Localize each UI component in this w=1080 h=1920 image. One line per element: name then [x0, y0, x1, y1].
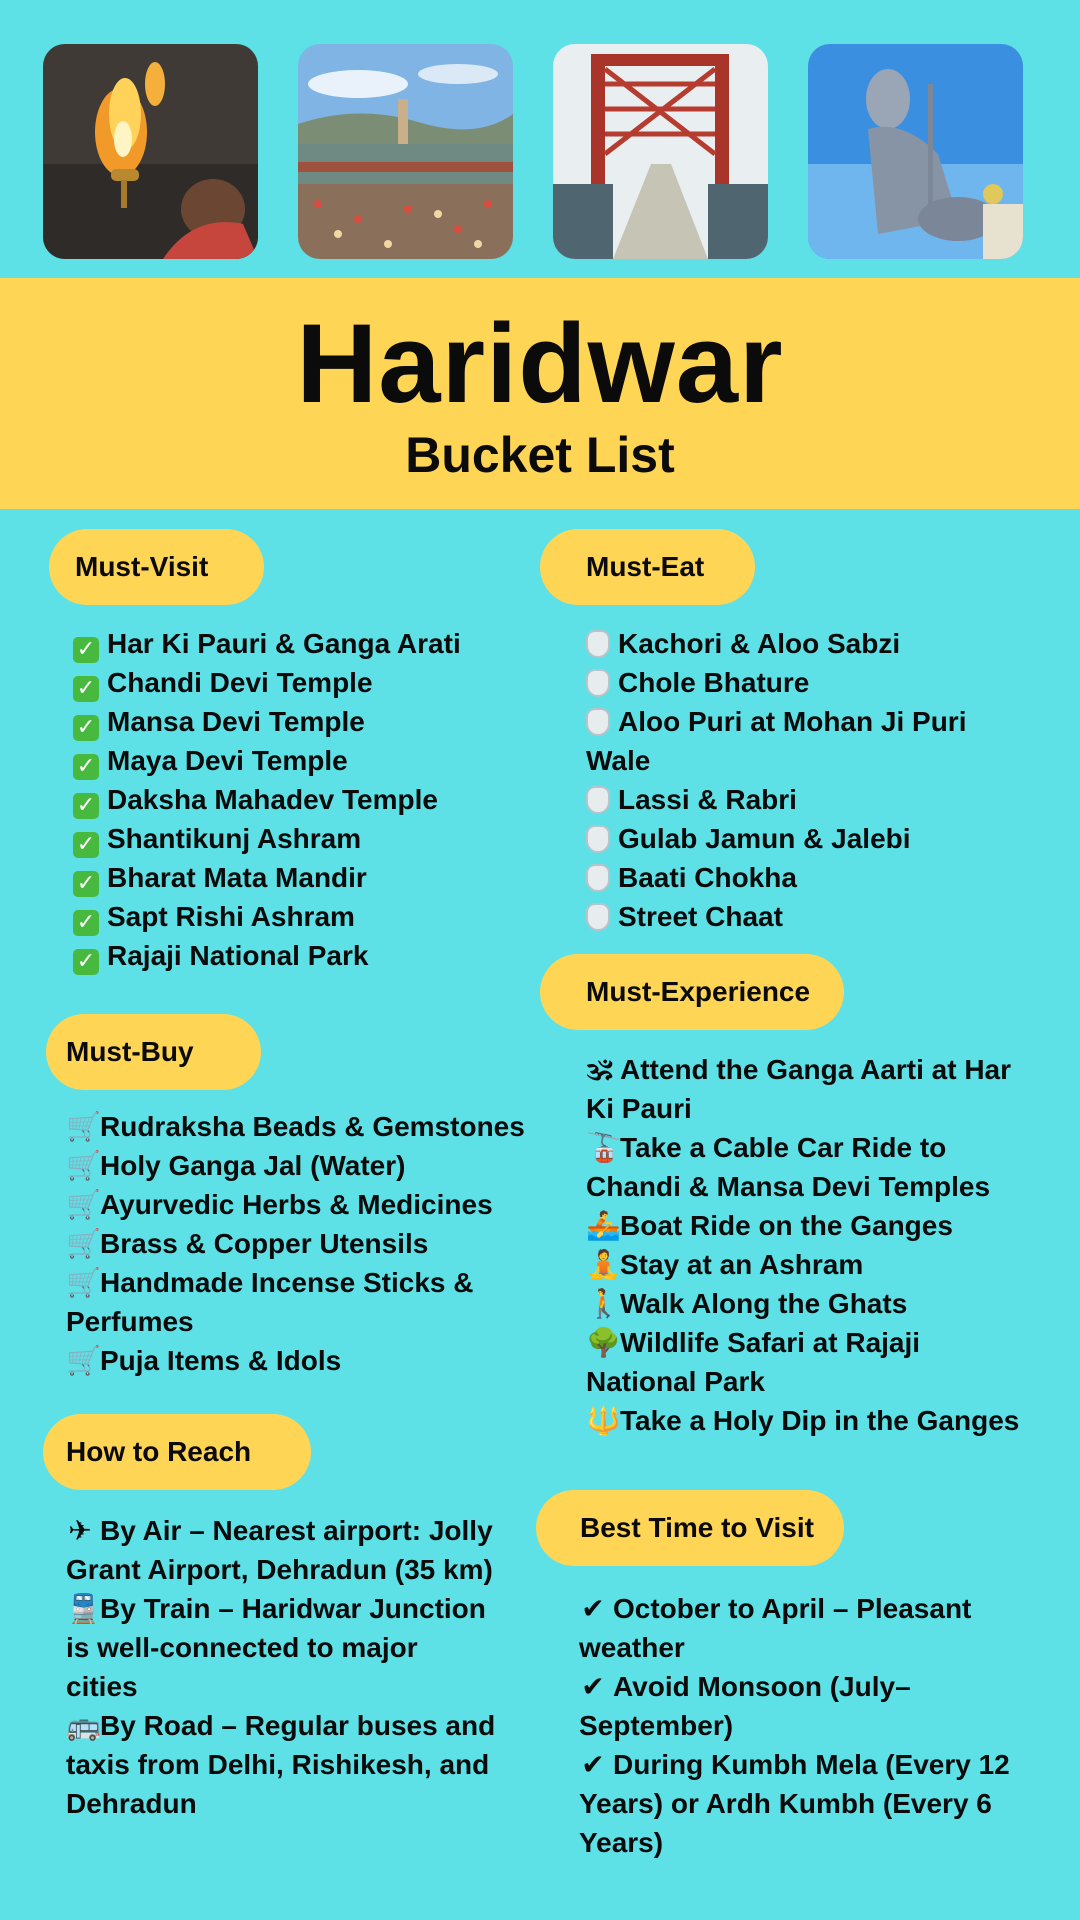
airplane-icon: ✈	[68, 1514, 92, 1547]
shopping-cart-icon: 🛒	[66, 1110, 101, 1143]
shopping-cart-icon: 🛒	[66, 1149, 101, 1182]
must-buy-pill	[46, 1014, 261, 1090]
shopping-cart-icon: 🛒	[66, 1188, 101, 1221]
must-experience-label: Must-Experience	[586, 976, 811, 1007]
list-item: 🚣Boat Ride on the Ganges	[586, 1206, 1026, 1245]
list-item: Baati Chokha	[586, 858, 1026, 897]
plate-icon	[586, 630, 610, 658]
om-icon: 🕉	[587, 1053, 613, 1086]
list-item: ✔ During Kumbh Mela (Every 12 Years) or Ardh Kumbh (Every 6 Years)	[579, 1745, 1019, 1862]
page-subtitle: Bucket List	[405, 427, 675, 483]
check-icon: ✓	[73, 871, 99, 897]
list-item: 🛒Puja Items & Idols	[66, 1341, 536, 1380]
check-icon: ✓	[73, 949, 99, 975]
photo-strip	[43, 44, 1023, 259]
check-icon: ✓	[73, 793, 99, 819]
list-item: Street Chaat	[586, 897, 1026, 936]
list-item: 🌳Wildlife Safari at Rajaji National Park	[586, 1323, 1026, 1401]
train-icon: 🚆	[66, 1592, 101, 1625]
list-item: 🚡Take a Cable Car Ride to Chandi & Mansa Devi Temples	[586, 1128, 1026, 1206]
plate-icon	[586, 864, 610, 892]
must-eat-pill	[540, 529, 755, 605]
list-item: 🛒Rudraksha Beads & Gemstones	[66, 1107, 536, 1146]
har-ki-pauri-photo	[298, 44, 513, 259]
shopping-cart-icon: 🛒	[66, 1227, 101, 1260]
page-title: Haridwar	[296, 301, 784, 426]
list-item: Gulab Jamun & Jalebi	[586, 819, 1026, 858]
list-item: ✓ Sapt Rishi Ashram	[73, 897, 513, 936]
list-item: ✔ October to April – Pleasant weather	[579, 1589, 1019, 1667]
how-to-reach-label: How to Reach	[66, 1436, 252, 1467]
cable-car-icon: 🚡	[586, 1131, 621, 1164]
must-buy-label: Must-Buy	[66, 1036, 194, 1067]
list-item: Lassi & Rabri	[586, 780, 1026, 819]
list-item: ✓ Chandi Devi Temple	[73, 663, 513, 702]
check-icon: ✓	[73, 676, 99, 702]
plate-icon	[586, 903, 610, 931]
checkmark-icon: ✔	[581, 1748, 605, 1781]
shiva-statue-photo	[808, 44, 1023, 259]
checkmark-icon: ✔	[581, 1670, 605, 1703]
aarti-photo	[43, 44, 258, 259]
meditation-icon: 🧘	[586, 1248, 621, 1281]
best-time-label: Best Time to Visit	[580, 1512, 814, 1543]
plate-icon	[586, 669, 610, 697]
how-to-reach-list	[66, 1511, 496, 1823]
must-visit-list	[73, 624, 513, 975]
must-visit-pill	[49, 529, 264, 605]
list-item: 🚆By Train – Haridwar Junction is well-connected to major cities	[66, 1589, 496, 1706]
shopping-cart-icon: 🛒	[66, 1266, 101, 1299]
list-item: ✔ Avoid Monsoon (July–September)	[579, 1667, 1019, 1745]
checkmark-icon: ✔	[581, 1592, 605, 1625]
rowboat-icon: 🚣	[586, 1209, 621, 1242]
list-item: 🛒Holy Ganga Jal (Water)	[66, 1146, 536, 1185]
must-experience-list	[586, 1050, 1026, 1440]
trident-icon: 🔱	[586, 1404, 621, 1437]
check-icon: ✓	[73, 832, 99, 858]
bridge-photo	[553, 44, 768, 259]
list-item: Aloo Puri at Mohan Ji Puri Wale	[586, 706, 967, 776]
must-visit-label: Must-Visit	[75, 551, 209, 582]
plate-icon	[586, 825, 610, 853]
list-item: ✓ Shantikunj Ashram	[73, 819, 513, 858]
title-banner	[0, 278, 1080, 509]
best-time-pill	[536, 1490, 844, 1566]
tree-icon: 🌳	[586, 1326, 621, 1359]
list-item: ✓ Mansa Devi Temple	[73, 702, 513, 741]
check-icon: ✓	[73, 637, 99, 663]
list-item: 🚌By Road – Regular buses and taxis from Delhi, Rishikesh, and Dehradun	[66, 1706, 496, 1823]
must-eat-label: Must-Eat	[586, 551, 705, 582]
check-icon: ✓	[73, 754, 99, 780]
how-to-reach-pill	[43, 1414, 311, 1490]
walking-icon: 🚶	[586, 1287, 621, 1320]
list-item: 🕉 Attend the Ganga Aarti at Har Ki Pauri	[586, 1050, 1026, 1128]
list-item: 🛒Handmade Incense Sticks & Perfumes	[66, 1263, 536, 1341]
list-item: 🛒Brass & Copper Utensils	[66, 1224, 536, 1263]
plate-icon	[586, 708, 610, 736]
must-eat-list	[586, 624, 1026, 936]
list-item: ✓ Daksha Mahadev Temple	[73, 780, 513, 819]
must-experience-pill	[540, 954, 844, 1030]
list-item: ✈ By Air – Nearest airport: Jolly Grant Airport, Dehradun (35 km)	[66, 1511, 496, 1589]
list-item: Chole Bhature	[586, 663, 1026, 702]
list-item: 🚶Walk Along the Ghats	[586, 1284, 1026, 1323]
plate-icon	[586, 786, 610, 814]
list-item: ✓ Har Ki Pauri & Ganga Arati	[73, 624, 513, 663]
list-item: 🛒Ayurvedic Herbs & Medicines	[66, 1185, 536, 1224]
list-item: 🔱Take a Holy Dip in the Ganges	[586, 1401, 1026, 1440]
list-item: 🧘Stay at an Ashram	[586, 1245, 1026, 1284]
check-icon: ✓	[73, 910, 99, 936]
list-item: Kachori & Aloo Sabzi	[586, 624, 1026, 663]
list-item: ✓ Bharat Mata Mandir	[73, 858, 513, 897]
bus-icon: 🚌	[66, 1709, 101, 1742]
must-buy-list	[66, 1107, 536, 1380]
list-item: ✓ Rajaji National Park	[73, 936, 513, 975]
shopping-cart-icon: 🛒	[66, 1344, 101, 1377]
list-item: ✓ Maya Devi Temple	[73, 741, 513, 780]
check-icon: ✓	[73, 715, 99, 741]
best-time-list	[579, 1589, 1019, 1862]
